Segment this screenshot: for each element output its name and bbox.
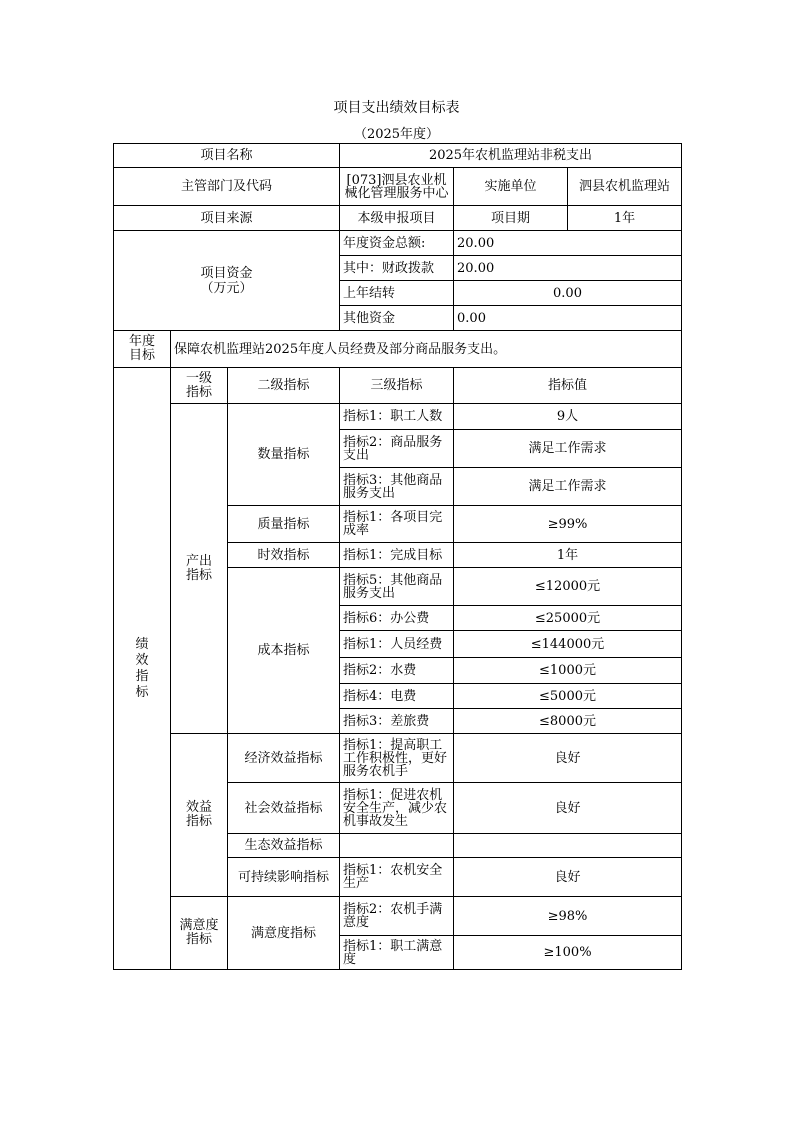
level3-header: 三级指标 — [340, 368, 454, 404]
table-row — [114, 331, 682, 368]
impl-value: 泗县农机监理站 — [568, 168, 682, 206]
period-value: 1年 — [568, 206, 682, 231]
indicator-name: 指标1：职工人数 — [340, 404, 454, 430]
indicator-name — [340, 834, 454, 858]
source-label: 项目来源 — [114, 206, 340, 231]
table-row — [114, 168, 682, 206]
table-row — [114, 144, 682, 168]
funds-row-label: 其他资金 — [340, 306, 454, 331]
sustainable-label: 可持续影响指标 — [228, 858, 340, 897]
indicator-name: 指标1：农机安全生产 — [340, 858, 454, 897]
project-name-value: 2025年农机监理站非税支出 — [340, 144, 682, 168]
funds-row-value: 0.00 — [454, 306, 682, 331]
indicator-value: ≥98% — [454, 897, 682, 936]
indicator-value: ≥100% — [454, 936, 682, 970]
indicator-name: 指标2：商品服务支出 — [340, 430, 454, 468]
indicator-name: 指标1：职工满意度 — [340, 936, 454, 970]
satisfaction-label: 满意度指标 — [171, 897, 228, 970]
goal-label: 年度目标 — [114, 331, 171, 368]
quality-label: 质量指标 — [228, 506, 340, 543]
indicator-name: 指标1：人员经费 — [340, 631, 454, 658]
indicator-name: 指标2：水费 — [340, 658, 454, 684]
value-header: 指标值 — [454, 368, 682, 404]
funds-row-label: 上年结转 — [340, 281, 454, 306]
cost-label: 成本指标 — [228, 568, 340, 734]
page-title: 项目支出绩效目标表 — [333, 100, 460, 116]
indicator-value: ≤8000元 — [454, 709, 682, 734]
source-value: 本级申报项目 — [340, 206, 454, 231]
indicator-value: ≤144000元 — [454, 631, 682, 658]
indicator-value: 9人 — [454, 404, 682, 430]
dept-label: 主管部门及代码 — [114, 168, 340, 206]
indicator-name: 指标5：其他商品服务支出 — [340, 568, 454, 606]
indicator-value: 良好 — [454, 858, 682, 897]
table-row — [114, 404, 682, 430]
level2-header: 二级指标 — [228, 368, 340, 404]
indicator-value: ≤25000元 — [454, 606, 682, 631]
indicator-name: 指标1：提高职工工作积极性，更好服务农机手 — [340, 734, 454, 783]
table-row — [114, 734, 682, 783]
dept-value: [073]泗县农业机械化管理服务中心 — [340, 168, 454, 206]
page-subtitle: （2025年度） — [353, 127, 440, 142]
indicator-value: ≤1000元 — [454, 658, 682, 684]
indicator-value: 满足工作需求 — [454, 468, 682, 506]
indicator-value: ≤12000元 — [454, 568, 682, 606]
satisfaction-sub-label: 满意度指标 — [228, 897, 340, 970]
impl-label: 实施单位 — [454, 168, 568, 206]
level1-header: 一级指标 — [171, 368, 228, 404]
benefit-label: 效益指标 — [171, 734, 228, 897]
economic-label: 经济效益指标 — [228, 734, 340, 783]
indicator-name: 指标1：各项目完成率 — [340, 506, 454, 543]
indicator-name: 指标2：农机手满意度 — [340, 897, 454, 936]
funds-row-value: 20.00 — [454, 231, 682, 256]
table-row — [114, 897, 682, 936]
indicator-name: 指标4：电费 — [340, 684, 454, 709]
perf-label: 绩效指标 — [114, 368, 171, 970]
quantity-label: 数量指标 — [228, 404, 340, 506]
funds-label: 项目资金（万元） — [114, 231, 340, 331]
goal-text: 保障农机监理站2025年度人员经费及部分商品服务支出。 — [171, 331, 682, 368]
funds-row-value: 0.00 — [454, 281, 682, 306]
ecological-label: 生态效益指标 — [228, 834, 340, 858]
indicator-value: 满足工作需求 — [454, 430, 682, 468]
indicator-name: 指标3：差旅费 — [340, 709, 454, 734]
social-label: 社会效益指标 — [228, 783, 340, 834]
timeliness-label: 时效指标 — [228, 543, 340, 568]
performance-table — [113, 143, 682, 970]
indicator-value: ≤5000元 — [454, 684, 682, 709]
indicator-value: 1年 — [454, 543, 682, 568]
indicator-value: 良好 — [454, 783, 682, 834]
indicator-value: 良好 — [454, 734, 682, 783]
funds-row-label: 年度资金总额: — [340, 231, 454, 256]
period-label: 项目期 — [454, 206, 568, 231]
table-row — [114, 206, 682, 231]
table-row — [114, 231, 682, 256]
project-name-label: 项目名称 — [114, 144, 340, 168]
indicator-name: 指标3：其他商品服务支出 — [340, 468, 454, 506]
indicator-name: 指标6：办公费 — [340, 606, 454, 631]
indicator-name: 指标1：促进农机安全生产，减少农机事故发生 — [340, 783, 454, 834]
output-label: 产出指标 — [171, 404, 228, 734]
funds-row-value: 20.00 — [454, 256, 682, 281]
indicator-value — [454, 834, 682, 858]
indicator-name: 指标1：完成目标 — [340, 543, 454, 568]
indicator-value: ≥99% — [454, 506, 682, 543]
funds-row-label: 其中：财政拨款 — [340, 256, 454, 281]
table-row — [114, 368, 682, 404]
